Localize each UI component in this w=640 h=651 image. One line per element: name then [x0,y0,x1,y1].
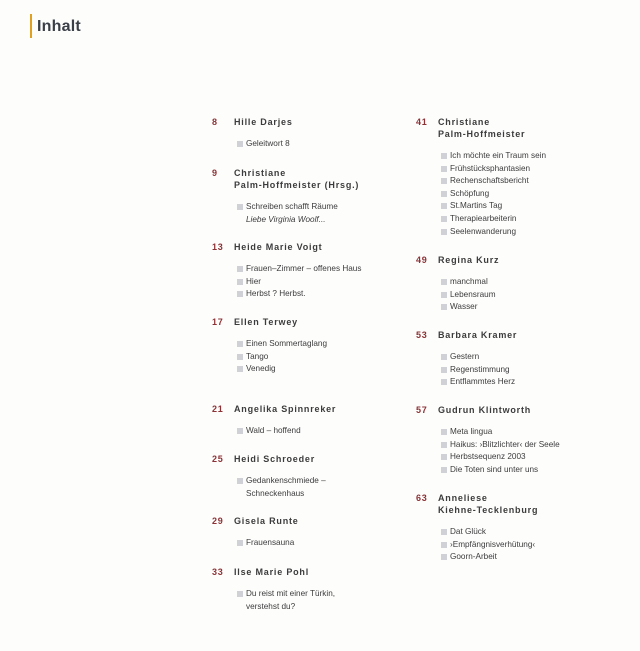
page-number: 8 [212,117,218,127]
list-item [441,175,616,188]
list-item [441,364,616,377]
toc-entry-head [212,316,412,328]
toc-entry [416,254,616,314]
list-item [237,475,412,500]
entry-items [237,201,412,226]
square-bullet-icon [441,442,447,448]
entry-items [441,351,616,389]
square-bullet-icon [441,191,447,197]
list-item [441,539,616,552]
toc-entry [212,116,412,151]
item-title: Lebensraum [450,289,496,299]
list-item [441,200,616,213]
entry-items [441,276,616,314]
entry-items [237,138,412,151]
list-item [441,526,616,539]
author-name: Regina Kurz [438,255,500,265]
square-bullet-icon [237,540,243,546]
square-bullet-icon [441,304,447,310]
item-title: Meta lingua [450,427,493,436]
square-bullet-icon [441,354,447,360]
item-title: Goorn-Arbeit [450,552,497,562]
square-bullet-icon [237,478,243,484]
page-number: 49 [416,255,428,265]
author-name: Gisela Runte [234,516,299,526]
toc-entry [416,404,616,476]
square-bullet-icon [441,379,447,385]
entry-items [441,150,616,238]
toc-entry [212,241,412,301]
page-number: 29 [212,516,224,526]
list-item [441,213,616,226]
square-bullet-icon [237,266,243,272]
list-item [237,425,412,438]
toc-entry-head [416,254,616,266]
list-item [441,551,616,564]
toc-entry-head [416,116,616,140]
item-title: St.Martins Tag [450,201,503,211]
toc-entry-head [212,566,412,578]
toc-entry-head [212,403,412,415]
list-item [441,226,616,239]
item-title: Seelenwanderung [450,226,517,236]
item-title: Geleitwort 8 [246,139,290,148]
item-title: Dat Glück [450,527,486,536]
list-item [441,464,616,477]
entry-items [237,425,412,438]
item-title: manchmal [450,277,488,286]
toc-entry-head [212,167,412,191]
item-title: Herbstsequenz 2003 [450,452,526,462]
item-title: Schöpfung [450,188,490,198]
toc-entry [416,116,616,238]
author-name: Anneliese Kiehne-Tecklenburg [438,493,539,515]
square-bullet-icon [237,341,243,347]
item-title: Venedig [246,364,276,374]
list-item [237,363,412,376]
toc-entry-head [416,404,616,416]
toc-entry [212,515,412,550]
square-bullet-icon [441,467,447,473]
square-bullet-icon [441,367,447,373]
square-bullet-icon [237,291,243,297]
toc-entry [416,329,616,389]
list-item [441,376,616,389]
author-name: Barbara Kramer [438,330,518,340]
square-bullet-icon [441,529,447,535]
list-item [441,163,616,176]
author-name: Ellen Terwey [234,317,298,327]
square-bullet-icon [441,203,447,209]
square-bullet-icon [441,429,447,435]
item-title: Einen Sommertaglang [246,339,328,348]
toc-entry [212,167,412,226]
square-bullet-icon [237,141,243,147]
item-title: Du reist mit einer Türkin, verstehst du? [246,589,336,611]
page-number: 9 [212,168,218,178]
entry-items [441,526,616,564]
author-name: Christiane Palm-Hoffmeister (Hrsg.) [234,168,360,190]
item-title: Therapiearbeiterin [450,213,517,223]
item-title: Schreiben schafft Räume [246,202,338,211]
square-bullet-icon [441,166,447,172]
entry-items [237,537,412,550]
list-item [237,351,412,364]
author-name: Angelika Spinnreker [234,404,337,414]
item-title: ›Empfängnisverhütung‹ [450,539,536,549]
square-bullet-icon [441,554,447,560]
author-name: Christiane Palm-Hoffmeister [438,117,526,139]
item-title: Haikus: ›Blitzlichter‹ der Seele [450,439,560,449]
list-item [441,301,616,314]
list-item [237,537,412,550]
list-item [237,288,412,301]
entry-items [441,426,616,476]
list-item [441,276,616,289]
list-item [441,426,616,439]
item-subtitle: Liebe Virginia Woolf... [246,214,326,224]
item-title: Frauen–Zimmer – offenes Haus [246,264,362,273]
list-item [441,289,616,302]
toc-entry-head [212,453,412,465]
toc-entry [212,453,412,500]
list-item [237,276,412,289]
item-title: Wald – hoffend [246,426,301,435]
square-bullet-icon [441,279,447,285]
item-title: Gestern [450,352,480,361]
item-title: Frühstücksphantasien [450,163,531,173]
item-title: Ich möchte ein Traum sein [450,151,547,160]
page-number: 17 [212,317,224,327]
item-title: Rechenschaftsbericht [450,176,529,186]
list-item [237,338,412,351]
square-bullet-icon [237,354,243,360]
page-number: 57 [416,405,428,415]
page-number: 13 [212,242,224,252]
page-number: 53 [416,330,428,340]
square-bullet-icon [441,454,447,460]
list-item [237,138,412,151]
square-bullet-icon [441,216,447,222]
square-bullet-icon [237,204,243,210]
list-item [237,588,412,613]
item-title: Gedankenschmiede – Schneckenhaus [246,476,326,498]
list-item [237,263,412,276]
entry-items [237,475,412,500]
square-bullet-icon [441,542,447,548]
square-bullet-icon [441,153,447,159]
square-bullet-icon [237,366,243,372]
toc-entry [212,403,412,438]
item-title: Die Toten sind unter uns [450,464,539,474]
author-name: Hille Darjes [234,117,293,127]
page-number: 33 [212,567,224,577]
toc-entry-head [212,116,412,128]
page-number: 41 [416,117,428,127]
toc-entry [416,492,616,564]
toc-entry-head [212,515,412,527]
square-bullet-icon [237,279,243,285]
item-title: Herbst ? Herbst. [246,289,306,299]
square-bullet-icon [441,229,447,235]
author-name: Gudrun Klintworth [438,405,532,415]
page-number: 21 [212,404,224,414]
square-bullet-icon [441,292,447,298]
item-title: Regenstimmung [450,364,510,374]
square-bullet-icon [237,428,243,434]
entry-items [237,588,412,613]
toc-entry-head [416,492,616,516]
square-bullet-icon [237,591,243,597]
author-name: Ilse Marie Pohl [234,567,310,577]
author-name: Heide Marie Voigt [234,242,323,252]
entry-items [237,263,412,301]
item-title: Tango [246,351,269,361]
page-title: Inhalt [37,18,81,35]
toc-entry-head [212,241,412,253]
page-number: 63 [416,493,428,503]
page-number: 25 [212,454,224,464]
list-item [237,201,412,214]
list-item [441,188,616,201]
list-item [441,351,616,364]
item-title: Wasser [450,302,478,312]
toc-entry [212,316,412,376]
square-bullet-icon [441,178,447,184]
list-item [441,439,616,452]
entry-items [237,338,412,376]
toc-entry-head [416,329,616,341]
list-item [441,451,616,464]
author-name: Heidi Schroeder [234,454,316,464]
list-item [441,150,616,163]
toc-entry [212,566,412,613]
item-title: Frauensauna [246,538,295,547]
item-title: Entflammtes Herz [450,377,516,387]
accent-line [30,14,32,38]
item-title: Hier [246,276,262,286]
